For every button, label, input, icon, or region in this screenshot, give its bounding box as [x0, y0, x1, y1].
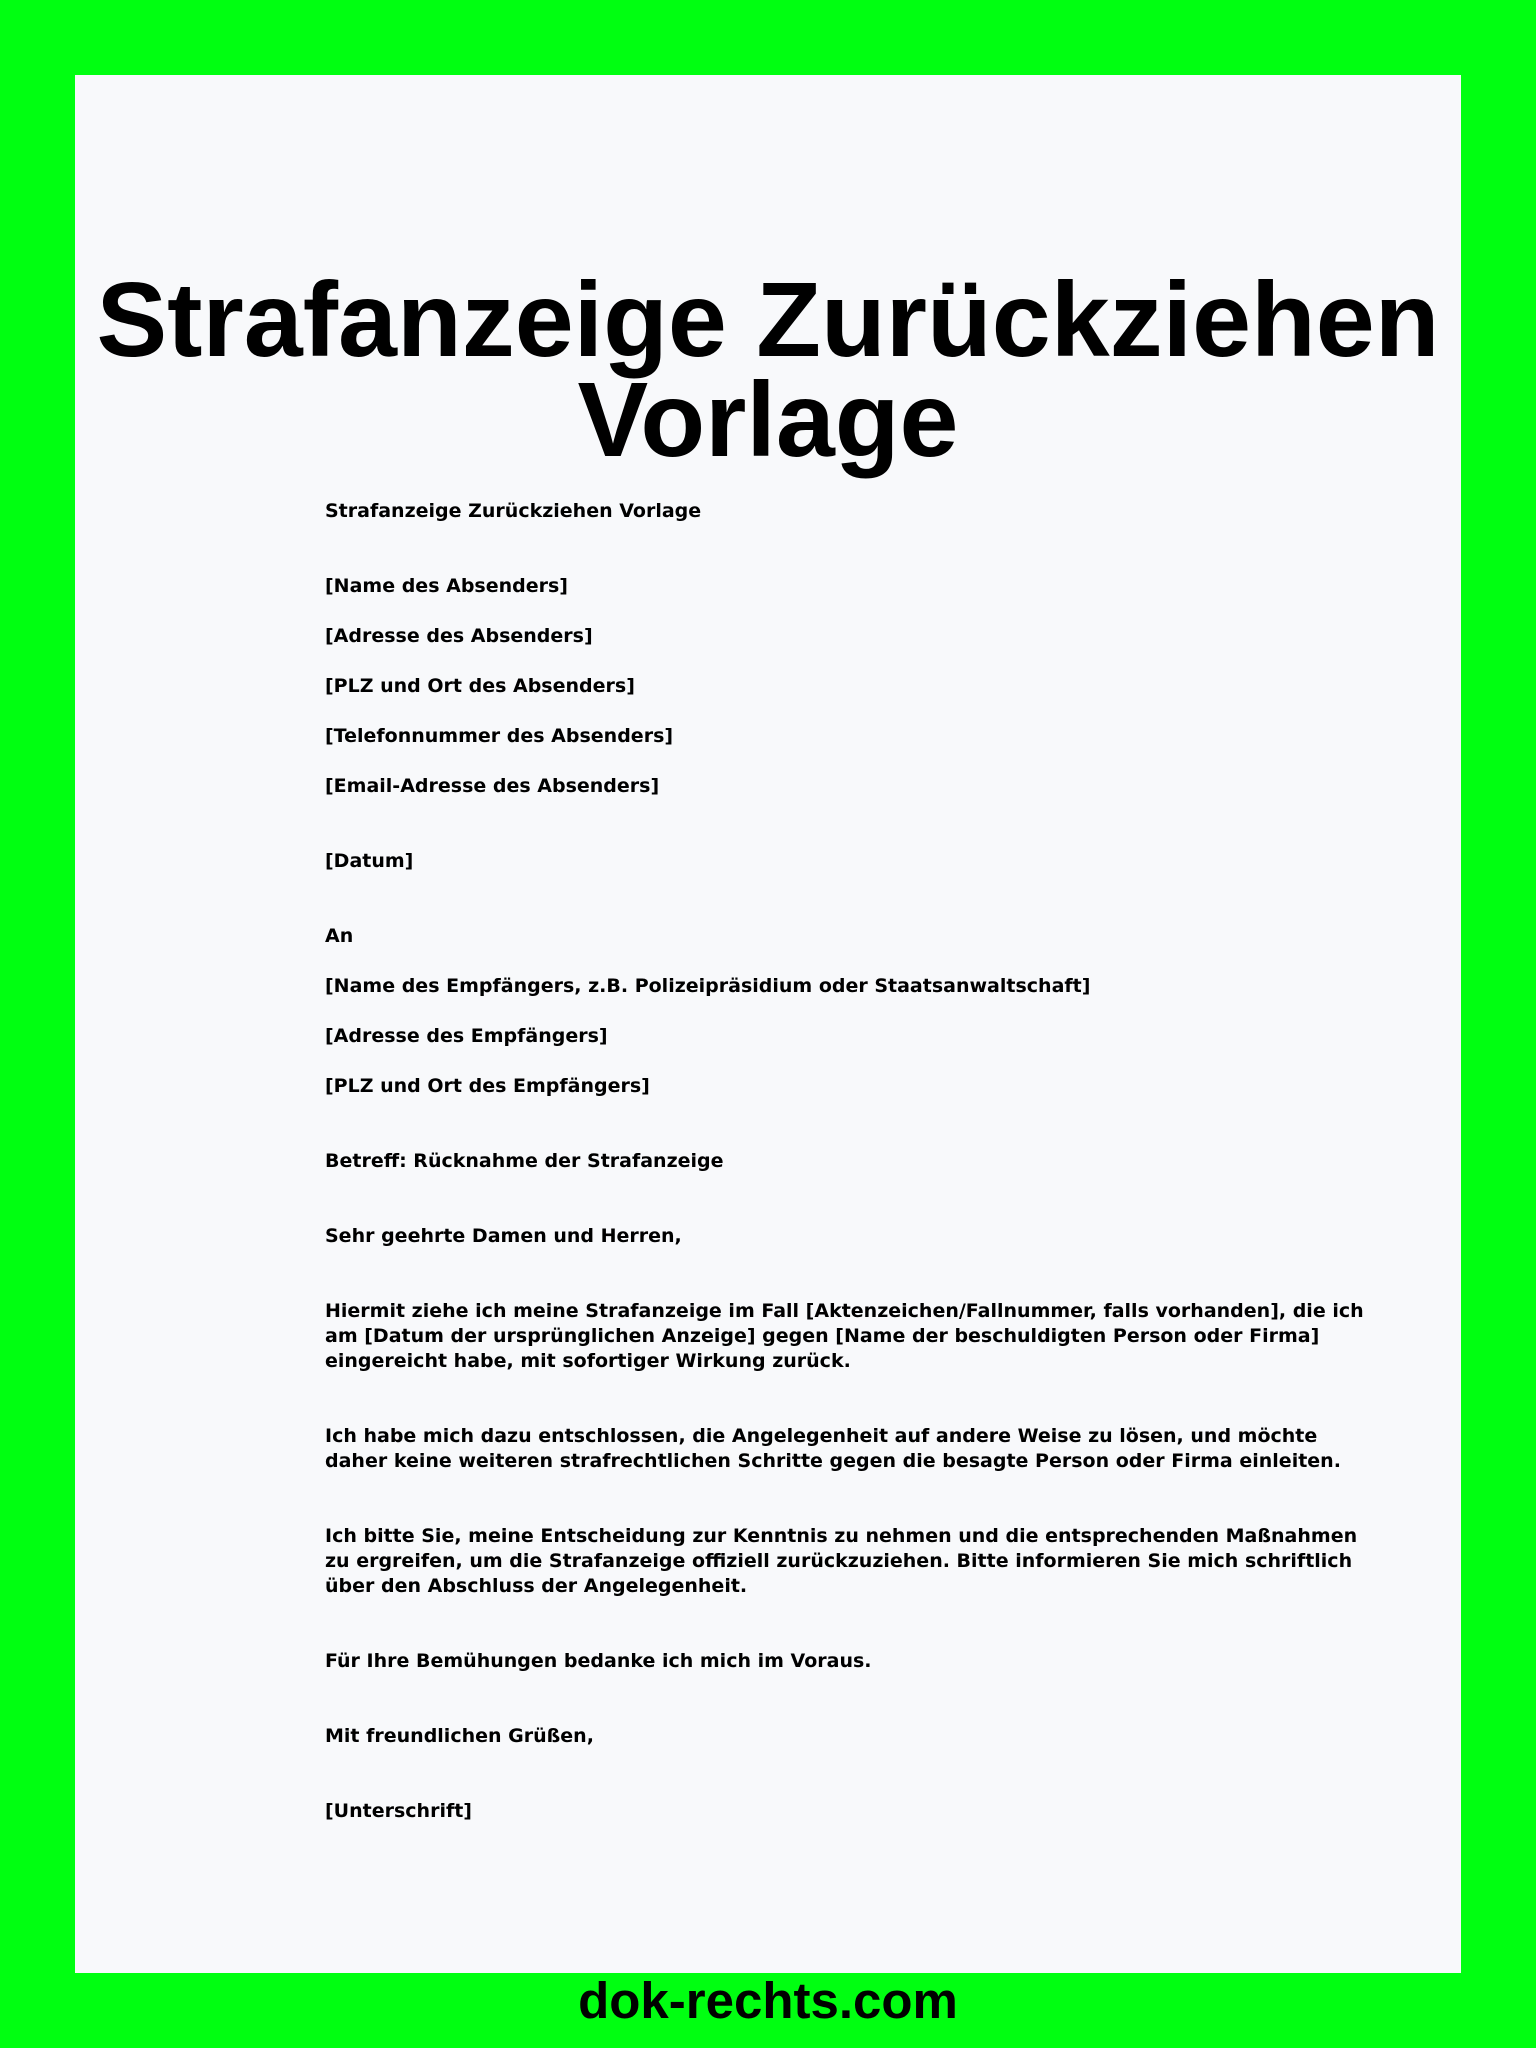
recipient-name: [Name des Empfängers, z.B. Polizeipräsidium oder Staatsanwaltschaft]: [325, 975, 1091, 997]
recipient-city: [PLZ und Ort des Empfängers]: [325, 1075, 650, 1097]
letter-closing: Mit freundlichen Grüßen,: [325, 1725, 594, 1747]
sender-name: [Name des Absenders]: [325, 575, 568, 597]
title-line-1: Strafanzeige Zurückziehen: [96, 261, 1440, 379]
sender-address: [Adresse des Absenders]: [325, 625, 593, 647]
footer-site-name: dok-rechts.com: [578, 1972, 958, 2029]
recipient-label: An: [325, 925, 354, 947]
sender-email: [Email-Adresse des Absenders]: [325, 775, 660, 797]
body-paragraph: Ich habe mich dazu entschlossen, die Angelegenheit auf andere Weise zu lösen, und möchte daher keine weiteren strafrechtlichen Schritte gegen die besagte Person oder Firma einleiten.: [325, 1425, 1341, 1472]
letter-signature: [Unterschrift]: [325, 1800, 472, 1822]
sender-city: [PLZ und Ort des Absenders]: [325, 675, 635, 697]
body-paragraph: Für Ihre Bemühungen bedanke ich mich im Voraus.: [325, 1650, 872, 1672]
letter-subtitle: Strafanzeige Zurückziehen Vorlage: [325, 500, 702, 522]
document-sheet: [75, 75, 1461, 2029]
recipient-address: [Adresse des Empfängers]: [325, 1025, 608, 1047]
sender-phone: [Telefonnummer des Absenders]: [325, 725, 674, 747]
letter-subject: Betreff: Rücknahme der Strafanzeige: [325, 1150, 724, 1172]
letter-salutation: Sehr geehrte Damen und Herren,: [325, 1225, 682, 1247]
body-paragraph: Ich bitte Sie, meine Entscheidung zur Kenntnis zu nehmen und die entsprechenden Maßnahmen zu ergreifen, um die Strafanzeige offiziell zurückzuziehen. Bitte informieren Sie mich schriftlich über den Abschluss der Angelegenheit.: [325, 1525, 1358, 1597]
letter-date: [Datum]: [325, 850, 414, 872]
document-title: [75, 261, 1461, 479]
title-line-2: Vorlage: [577, 361, 959, 479]
body-paragraph: Hiermit ziehe ich meine Strafanzeige im Fall [Aktenzeichen/Fallnummer, falls vorhanden], die ich am [Datum der ursprünglichen Anzeige] gegen [Name der beschuldigten Person oder Firma] eingereicht habe, mit sofortiger Wirkung zurück.: [325, 1300, 1364, 1372]
